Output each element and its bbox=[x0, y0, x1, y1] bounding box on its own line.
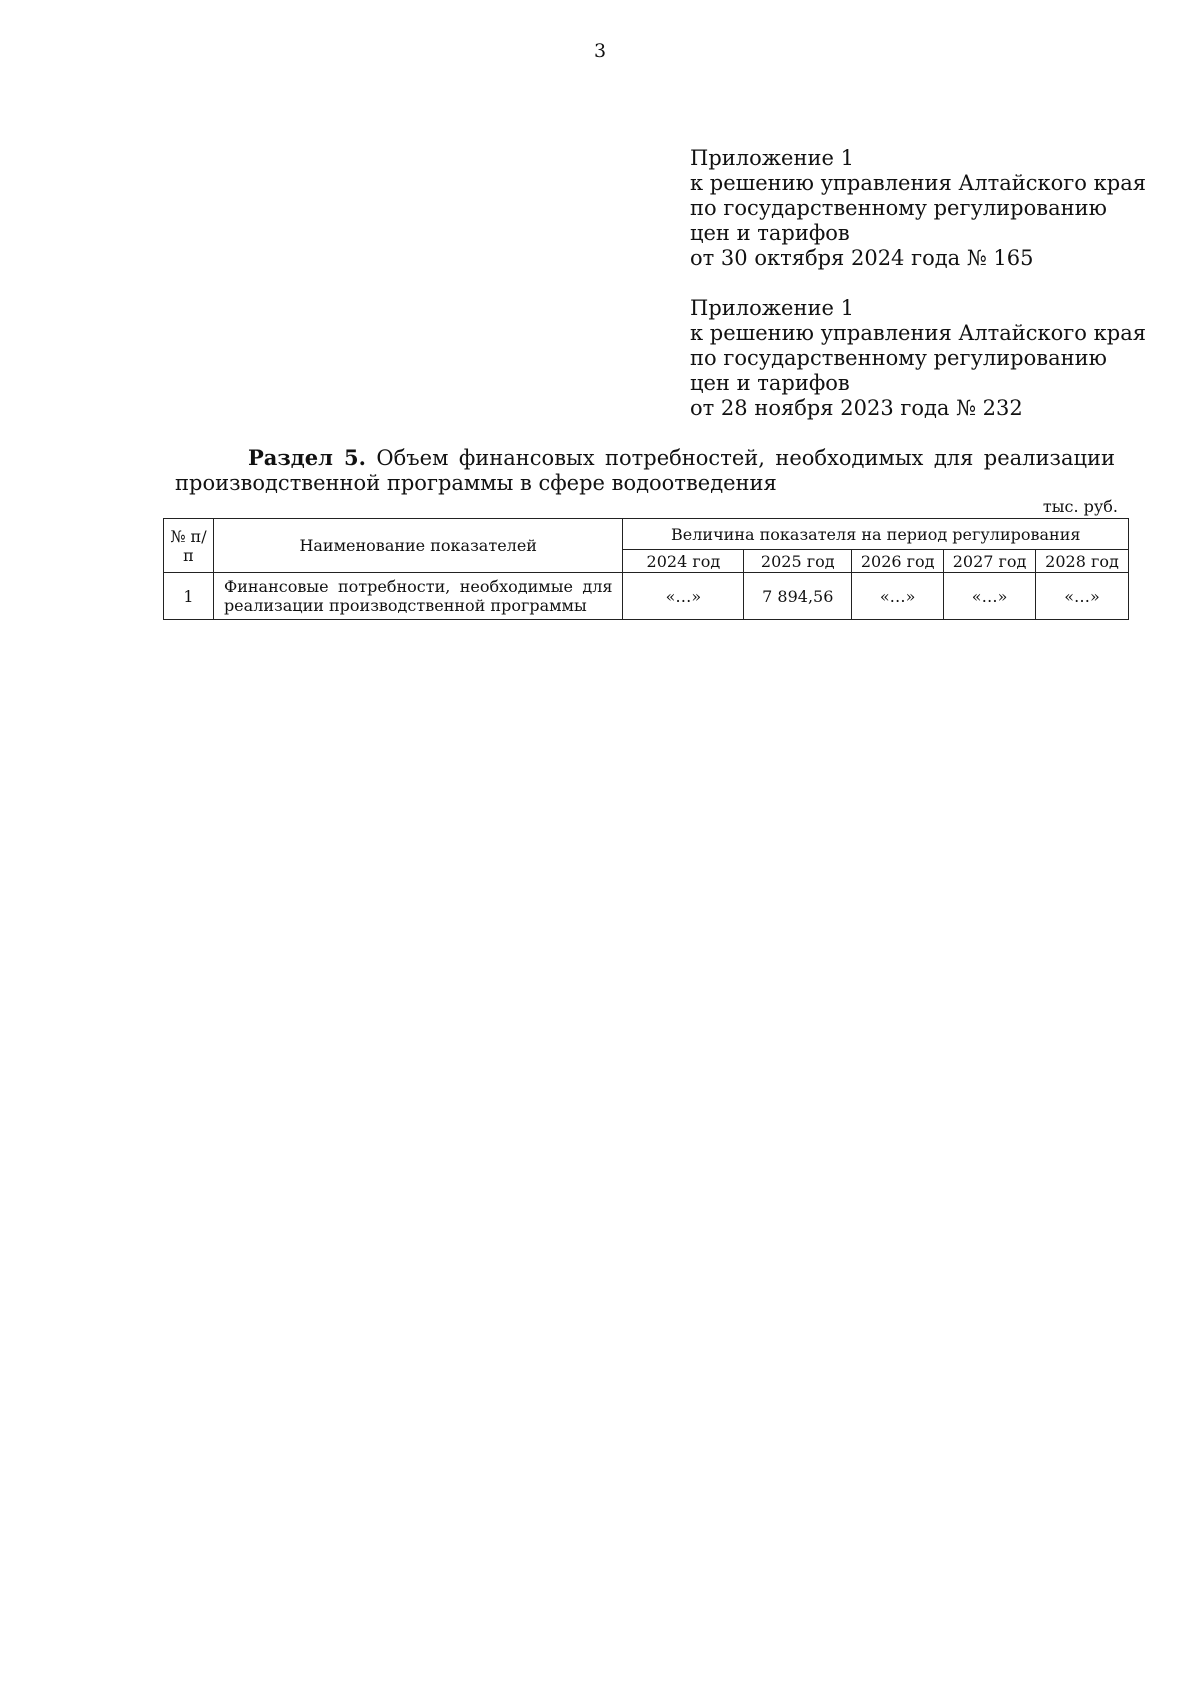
units-label: тыс. руб. bbox=[1042, 497, 1118, 516]
appendix-line: от 28 ноября 2023 года № 232 bbox=[690, 396, 1023, 420]
appendix-header-previous bbox=[690, 296, 1150, 421]
header-name: Наименование показателей bbox=[213, 519, 623, 573]
header-year: 2026 год bbox=[852, 550, 944, 573]
appendix-line: Приложение 1 bbox=[690, 146, 854, 170]
row-number: 1 bbox=[164, 573, 214, 620]
section-title-line1: Объем финансовых потребностей, необходимых для реализации bbox=[376, 446, 1115, 470]
appendix-line: от 30 октября 2024 года № 165 bbox=[690, 246, 1034, 270]
financial-needs-table bbox=[163, 518, 1129, 620]
header-year: 2027 год bbox=[944, 550, 1036, 573]
row-name: Финансовые потребности, необходимые для реализации производственной программы bbox=[213, 573, 623, 620]
section-title bbox=[175, 445, 1115, 496]
appendix-header-current bbox=[690, 146, 1150, 271]
appendix-line: к решению управления Алтайского края bbox=[690, 321, 1146, 345]
appendix-line: по государственному регулированию bbox=[690, 346, 1107, 370]
appendix-line: по государственному регулированию bbox=[690, 196, 1107, 220]
table-header-row bbox=[164, 519, 1129, 550]
section-title-line2: производственной программы в сфере водоотведения bbox=[175, 471, 777, 495]
header-period: Величина показателя на период регулирования bbox=[623, 519, 1129, 550]
header-year: 2028 год bbox=[1036, 550, 1129, 573]
page-number: 3 bbox=[593, 40, 607, 62]
row-value: «…» bbox=[852, 573, 944, 620]
row-value: «…» bbox=[944, 573, 1036, 620]
header-number: № п/п bbox=[164, 519, 214, 573]
row-value: 7 894,56 bbox=[744, 573, 852, 620]
appendix-line: Приложение 1 bbox=[690, 296, 854, 320]
table-row bbox=[164, 573, 1129, 620]
header-year: 2024 год bbox=[623, 550, 744, 573]
row-value: «…» bbox=[1036, 573, 1129, 620]
appendix-line: цен и тарифов bbox=[690, 221, 850, 245]
appendix-line: цен и тарифов bbox=[690, 371, 850, 395]
header-year: 2025 год bbox=[744, 550, 852, 573]
row-value: «…» bbox=[623, 573, 744, 620]
appendix-line: к решению управления Алтайского края bbox=[690, 171, 1146, 195]
section-label: Раздел 5. bbox=[248, 445, 366, 470]
